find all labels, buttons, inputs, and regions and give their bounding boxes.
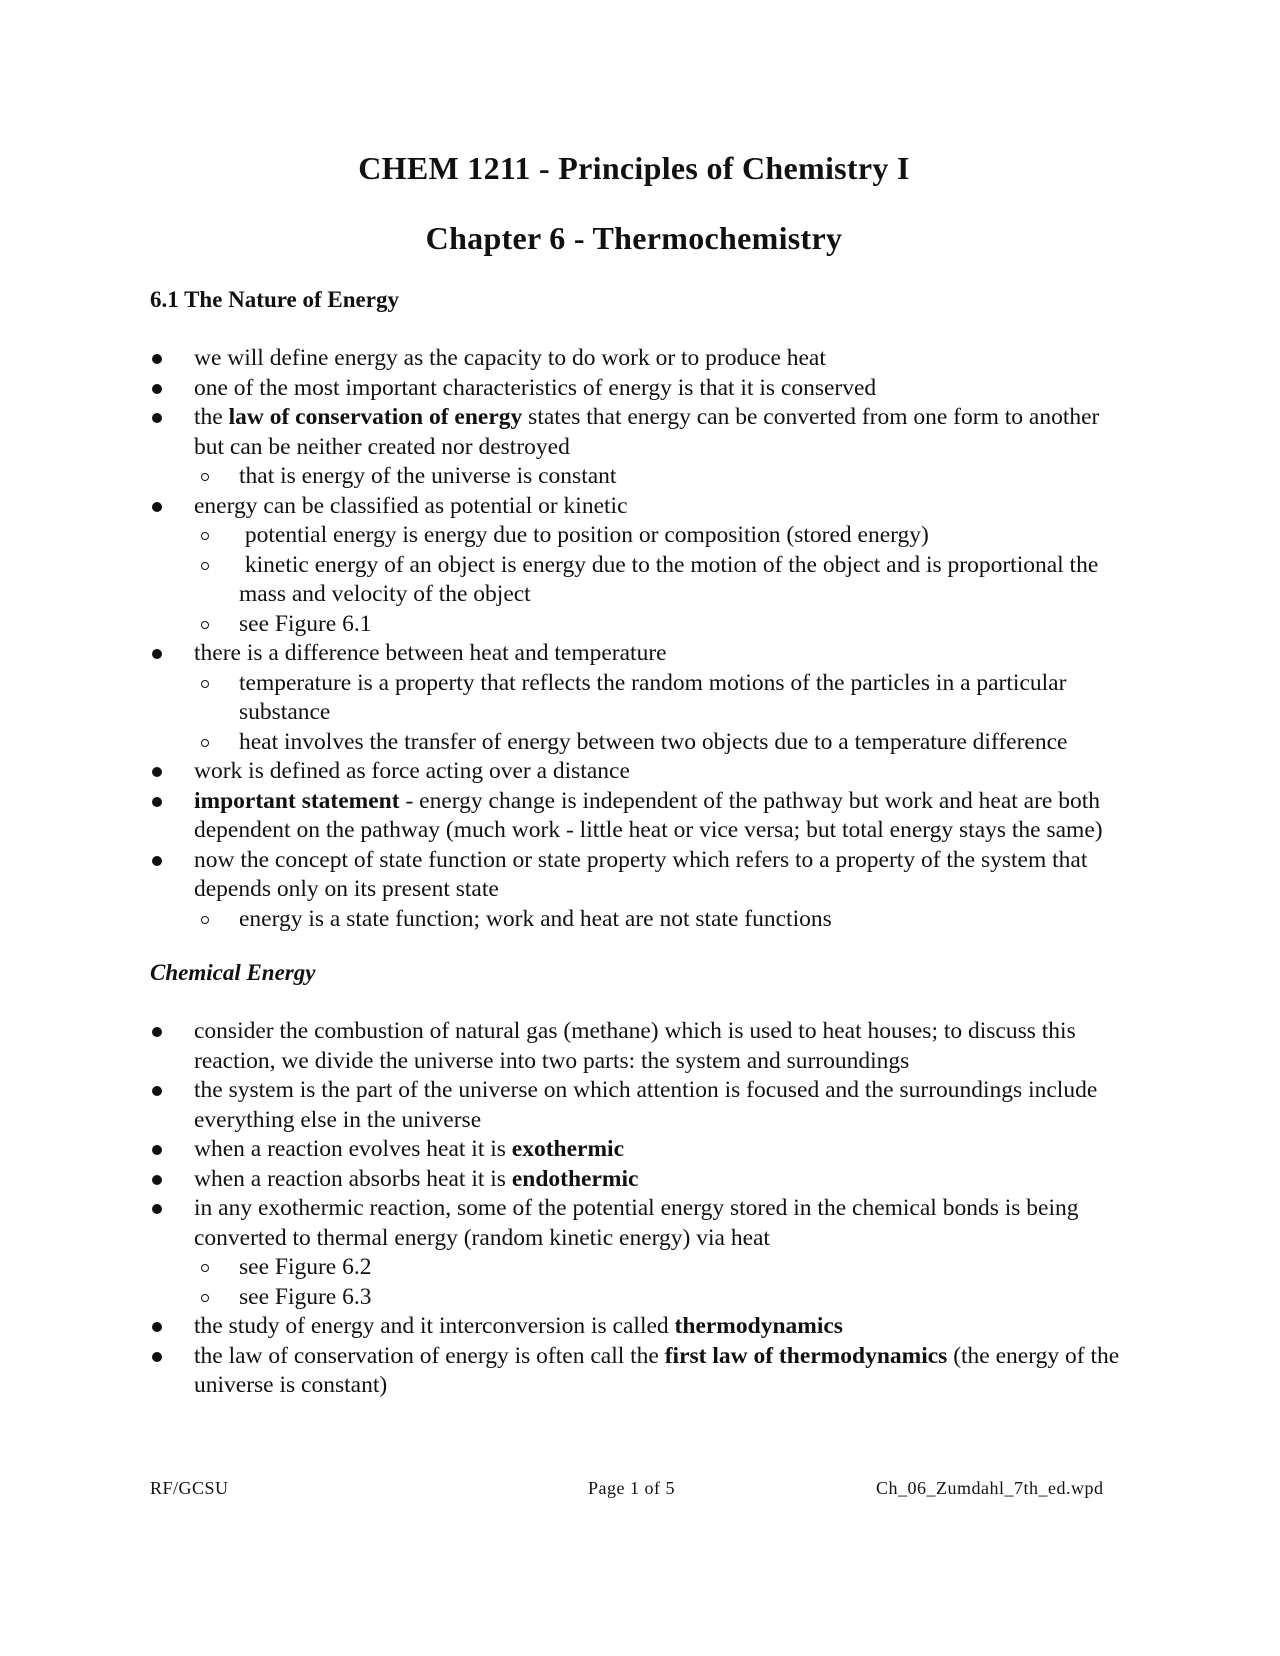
term-thermodynamics: thermodynamics: [674, 1313, 843, 1339]
footer-filename: Ch_06_Zumdahl_7th_ed.wpd: [876, 1478, 1104, 1498]
list-item: we will define energy as the capacity to do work or to produce heat: [150, 344, 1120, 374]
section-heading-chemical-energy: Chemical Energy: [150, 960, 316, 985]
list-item: the system is the part of the universe on which attention is focused and the surroundings include everything else in the universe: [150, 1076, 1120, 1135]
sub-list-item: potential energy is energy due to position or composition (stored energy): [150, 521, 1120, 551]
term-first-law: first law of thermodynamics: [664, 1342, 948, 1369]
sub-list-item: temperature is a property that reflects the random motions of the particles in a particular substance: [150, 669, 1120, 728]
list-item: the study of energy and it interconversion is called thermodynamics: [150, 1312, 1120, 1342]
list-item: when a reaction evolves heat it is exothermic: [150, 1135, 1120, 1165]
list-item: consider the combustion of natural gas (methane) which is used to heat houses; to discuss this reaction, we divide the universe into two parts: the system and surroundings: [150, 1017, 1120, 1076]
sub-list-item: see Figure 6.3: [150, 1283, 1120, 1313]
list-item: the law of conservation of energy is often call the first law of thermodynamics (the energy of the universe is constant): [150, 1342, 1120, 1401]
list-item: the law of conservation of energy states that energy can be converted from one form to another but can be neither created nor destroyed: [150, 403, 1120, 462]
section1-list: [150, 344, 1120, 934]
section-heading-nature-of-energy: 6.1 The Nature of Energy: [150, 287, 399, 312]
section2-list: [150, 1017, 1120, 1401]
list-item: important statement - energy change is independent of the pathway but work and heat are both dependent on the pathway (much work - little heat or vice versa; but total energy stays the same): [150, 787, 1120, 846]
sub-list-item: heat involves the transfer of energy between two objects due to a temperature difference: [150, 728, 1120, 758]
sub-list-item: see Figure 6.1: [150, 610, 1120, 640]
sub-list-item: that is energy of the universe is constant: [150, 462, 1120, 492]
list-item: now the concept of state function or state property which refers to a property of the system that depends only on its present state: [150, 846, 1120, 905]
document-title: CHEM 1211 - Principles of Chemistry I: [358, 150, 910, 186]
list-item: work is defined as force acting over a distance: [150, 757, 1120, 787]
list-item: one of the most important characteristics of energy is that it is conserved: [150, 374, 1120, 404]
sub-list-item: kinetic energy of an object is energy due to the motion of the object and is proportional the mass and velocity of the object: [150, 551, 1120, 610]
sub-list-item: energy is a state function; work and heat are not state functions: [150, 905, 1120, 935]
list-item: in any exothermic reaction, some of the potential energy stored in the chemical bonds is being converted to thermal energy (random kinetic energy) via heat: [150, 1194, 1120, 1253]
term-law-of-conservation: law of conservation of energy: [228, 404, 523, 430]
list-item: there is a difference between heat and temperature: [150, 639, 1120, 669]
term-endothermic: endothermic: [511, 1165, 639, 1192]
term-exothermic: exothermic: [511, 1136, 625, 1162]
term-important-statement: important statement: [194, 787, 400, 814]
footer-left: RF/GCSU: [150, 1478, 229, 1498]
page-number: Page 1 of 5: [588, 1478, 675, 1498]
list-item: energy can be classified as potential or kinetic: [150, 492, 1120, 522]
sub-list-item: see Figure 6.2: [150, 1253, 1120, 1283]
list-item: when a reaction absorbs heat it is endothermic: [150, 1165, 1120, 1195]
chapter-title: Chapter 6 - Thermochemistry: [425, 220, 843, 256]
